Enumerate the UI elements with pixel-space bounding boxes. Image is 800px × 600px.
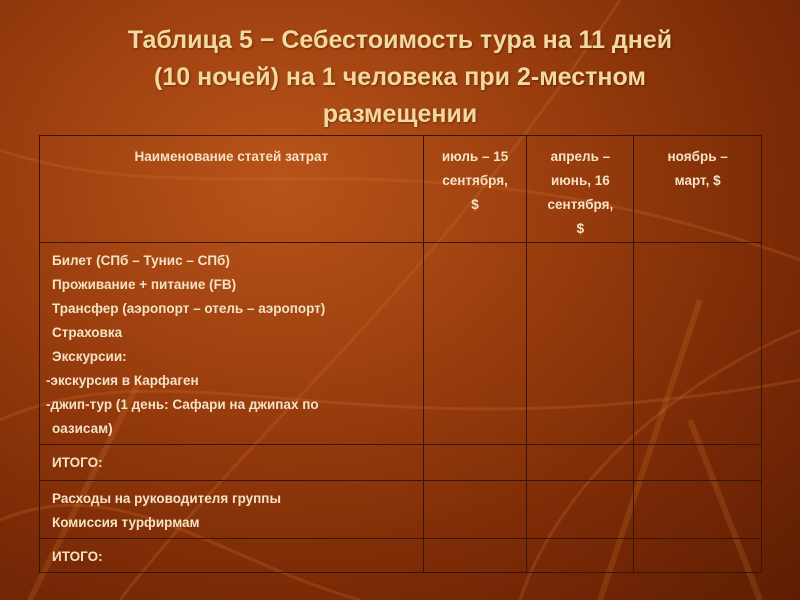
- table-header-row: [40, 136, 762, 243]
- cost-table: [39, 135, 762, 573]
- cost-items-cell: [40, 243, 424, 445]
- header-cost-items: [40, 136, 424, 243]
- header-line: ноябрь –: [667, 149, 728, 164]
- value-cell: [634, 243, 762, 445]
- title-line-3: размещении: [322, 100, 478, 128]
- value-cell: [634, 445, 762, 481]
- value-cell: [423, 481, 527, 539]
- header-line: сентября,: [547, 197, 614, 212]
- value-cell: [527, 539, 634, 573]
- header-cost-items-label: Наименование статей затрат: [134, 149, 329, 164]
- value-cell: [423, 243, 527, 445]
- cost-item: Трансфер (аэропорт – отель – аэропорт): [52, 301, 326, 316]
- cost-item: Билет (СПб – Тунис – СПб): [52, 253, 230, 268]
- header-line: март, $: [674, 173, 721, 188]
- header-line: сентября,: [442, 173, 508, 188]
- cost-item: Экскурсии:: [52, 349, 127, 364]
- cost-item: -джип-тур (1 день: Сафари на джипах по: [46, 397, 319, 412]
- total-label-cell: [40, 445, 424, 481]
- header-july-september: [423, 136, 527, 243]
- cost-item: Страховка: [52, 325, 123, 340]
- table-row-items: [40, 243, 762, 445]
- value-cell: [423, 445, 527, 481]
- total-label-cell: [40, 539, 424, 573]
- header-line: июнь, 16: [550, 173, 610, 188]
- title-line-1: Таблица 5 − Себестоимость тура на 11 дней: [127, 26, 673, 54]
- cost-item: Комиссия турфирмам: [52, 515, 200, 530]
- slide-title: [40, 22, 760, 133]
- total-label: ИТОГО:: [52, 549, 103, 564]
- header-line: $: [471, 197, 479, 212]
- header-november-march: [634, 136, 762, 243]
- value-cell: [527, 243, 634, 445]
- value-cell: [634, 539, 762, 573]
- table-row-leader: [40, 481, 762, 539]
- total-label: ИТОГО:: [52, 455, 103, 470]
- value-cell: [527, 481, 634, 539]
- header-line: апрель –: [550, 149, 611, 164]
- header-april-september: [527, 136, 634, 243]
- value-cell: [527, 445, 634, 481]
- cost-item: Расходы на руководителя группы: [52, 491, 281, 506]
- value-cell: [423, 539, 527, 573]
- header-line: $: [576, 221, 585, 236]
- cost-item: оазисам): [52, 421, 113, 436]
- cost-item: -экскурсия в Карфаген: [46, 373, 199, 388]
- table-row-total-2: [40, 539, 762, 573]
- table-row-total-1: [40, 445, 762, 481]
- leader-items-cell: [40, 481, 424, 539]
- cost-item: Проживание + питание (FB): [52, 277, 237, 292]
- value-cell: [634, 481, 762, 539]
- title-line-2: (10 ночей) на 1 человека при 2-местном: [154, 63, 646, 91]
- header-line: июль – 15: [441, 149, 509, 164]
